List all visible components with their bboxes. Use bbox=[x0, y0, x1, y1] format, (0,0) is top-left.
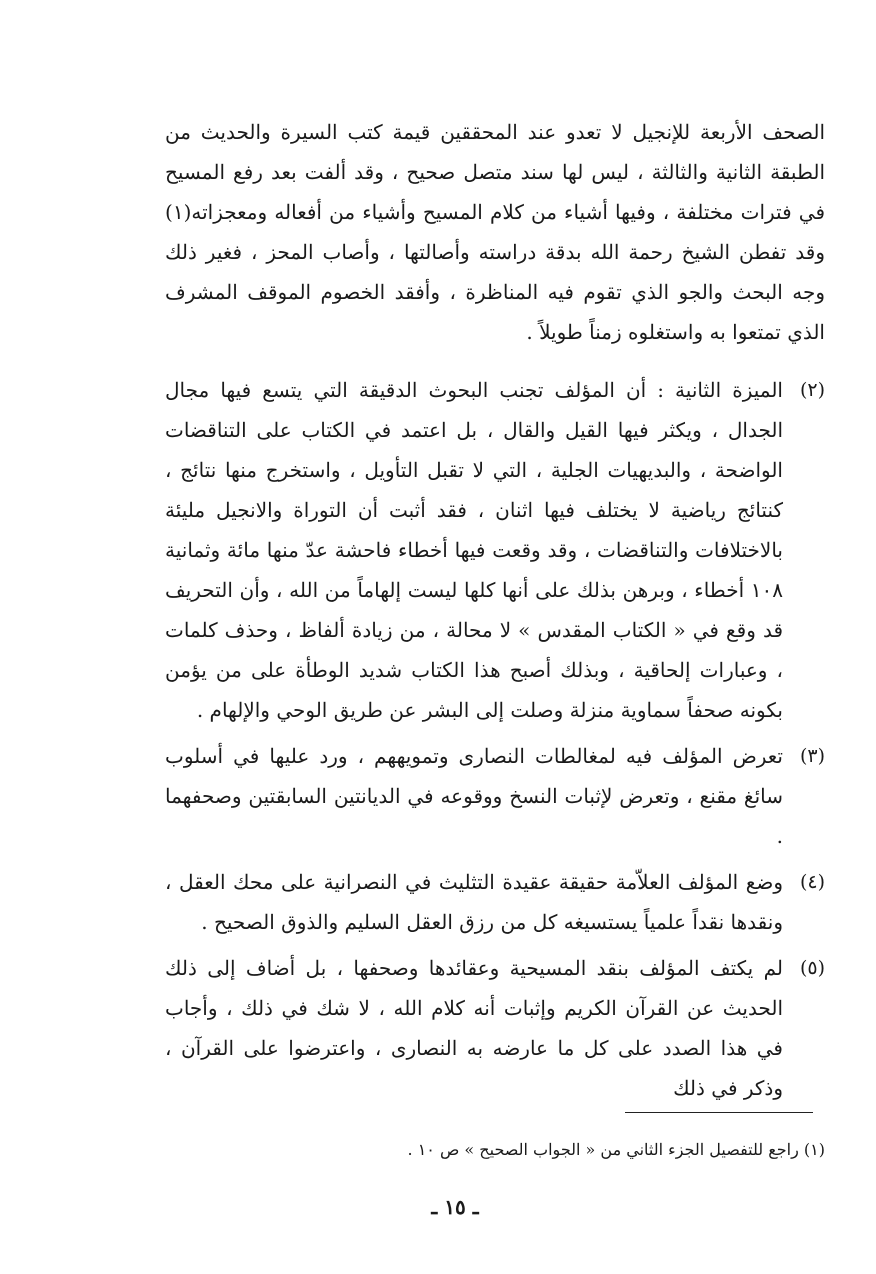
list-item bbox=[165, 736, 825, 856]
list-item bbox=[165, 948, 825, 1108]
item-number: (٥) bbox=[799, 957, 825, 979]
item-number: (٤) bbox=[799, 871, 825, 893]
footnote: (١) راجع للتفصيل الجزء الثاني من « الجواب الصحيح » ص ١٠ . bbox=[407, 1140, 825, 1159]
list-item bbox=[165, 862, 825, 942]
footnote-divider bbox=[625, 1112, 813, 1113]
item-text: الميزة الثانية : أن المؤلف تجنب البحوث الدقيقة التي يتسع فيها مجال الجدال ، ويكثر فيها القيل والقال ، بل اعتمد في الكتاب على التناقضات الواضحة ، والبديهيات الجلية ، التي لا تقبل التأويل ، واستخرج منها نتائج ، كنتائج رياضية لا يختلف فيها اثنان ، فقد أثبت أن التوراة والانجيل مليئة بالاختلافات والتناقضات ، وقد وقعت فيها أخطاء فاحشة عدّ منها مائة وثمانية ١٠٨ أخطاء ، وبرهن بذلك على أنها كلها ليست إلهاماً من الله ، وأن التحريف قد وقع في « الكتاب المقدس » لا محالة ، من زيادة ألفاظ ، وحذف كلمات ، وعبارات إلحاقية ، وبذلك أصبح هذا الكتاب شديد الوطأة على من يؤمن بكونه صحفاً سماوية منزلة وصلت إلى البشر عن طريق الوحي والإلهام . bbox=[165, 378, 783, 722]
item-number: (٣) bbox=[799, 745, 825, 767]
list-item bbox=[165, 370, 825, 730]
item-number: (٢) bbox=[799, 379, 825, 401]
item-text: وضع المؤلف العلاّمة حقيقة عقيدة التثليث في النصرانية على محك العقل ، ونقدها نقداً علمياً يستسيغه كل من رزق العقل السليم والذوق الصحيح . bbox=[165, 870, 783, 934]
numbered-list bbox=[165, 370, 825, 1114]
item-text: لم يكتف المؤلف بنقد المسيحية وعقائدها وصحفها ، بل أضاف إلى ذلك الحديث عن القرآن الكريم وإثبات أنه كلام الله ، لا شك في ذلك ، وأجاب في هذا الصدد على كل ما عارضه به النصارى ، واعترضوا على القرآن ، وذكر في ذلك bbox=[165, 956, 783, 1100]
page-number: ـ ١٥ ـ bbox=[431, 1195, 479, 1219]
intro-paragraph: الصحف الأربعة للإنجيل لا تعدو عند المحققين قيمة كتب السيرة والحديث من الطبقة الثانية والثالثة ، ليس لها سند متصل صحيح ، وقد ألفت بعد رفع المسيح في فترات مختلفة ، وفيها أشياء من كلام المسيح وأشياء من أفعاله ومعجزاته(١) وقد تفطن الشيخ رحمة الله بدقة دراسته وأصالتها ، وأصاب المحز ، فغير ذلك وجه البحث والجو الذي تقوم فيه المناظرة ، وأفقد الخصوم الموقف المشرف الذي تمتعوا به واستغلوه زمناً طويلاً . bbox=[165, 120, 825, 344]
item-text: تعرض المؤلف فيه لمغالطات النصارى وتمويههم ، ورد عليها في أسلوب سائغ مقنع ، وتعرض لإثبات النسخ ووقوعه في الديانتين السابقتين وصحفهما . bbox=[165, 744, 783, 848]
